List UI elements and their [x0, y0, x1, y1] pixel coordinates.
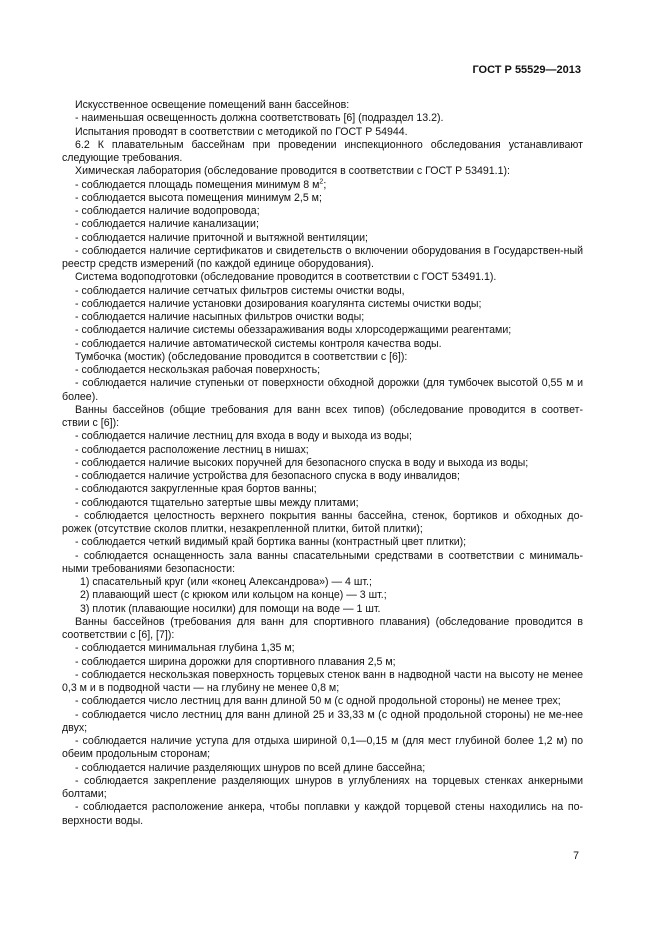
clause-6-2: 6.2 К плавательным бассейнам при проведении инспекционного обследования устанавливают следующие требования.: [62, 138, 583, 164]
list-item: - соблюдается наличие устройства для безопасного спуска в воду инвалидов;: [75, 470, 460, 482]
superscript: 2: [319, 177, 324, 185]
list-item: - соблюдается число лестниц для ванн длиной 25 и 33,33 м (с одной продольной стороны) не ме-нее двух;: [62, 708, 583, 734]
list-item: - соблюдается наличие сетчатых фильтров системы очистки воды,: [75, 284, 405, 297]
list-item: - соблюдается расположение лестниц в нишах;: [75, 443, 309, 456]
list-item-text: - соблюдается площадь помещения минимум 8 м: [75, 178, 320, 191]
document-id-header: ГОСТ Р 55529—2013: [472, 64, 581, 76]
list-item: - соблюдаются закругленные края бортов ванны;: [75, 483, 317, 496]
list-item: - соблюдается наличие автоматической системы контроля качества воды.: [75, 337, 442, 350]
numbered-item: 1) спасательный круг (или «конец Александрова») — 4 шт.;: [80, 576, 372, 588]
list-item: - соблюдается наличие канализации;: [75, 218, 259, 231]
list-item: - соблюдается минимальная глубина 1,35 м;: [75, 642, 295, 655]
paragraph: Искусственное освещение помещений ванн бассейнов:: [75, 99, 350, 111]
list-item: - соблюдается высота помещения минимум 2,5 м;: [75, 191, 322, 204]
paragraph: Испытания проводят в соответствии с методикой по ГОСТ Р 54944.: [75, 125, 408, 138]
section-heading: Система водоподготовки (обследование проводится в соответствии с ГОСТ 53491.1).: [75, 271, 497, 284]
list-item: - соблюдается наличие приточной и вытяжной вентиляции;: [75, 231, 368, 244]
list-item: - соблюдается наличие водопровода;: [75, 205, 260, 217]
list-item: - соблюдается наличие системы обеззараживания воды хлорсодержащими реагентами;: [75, 324, 512, 337]
list-item: - соблюдается нескользкая рабочая поверхность;: [75, 364, 321, 376]
list-item: - соблюдается наличие высоких поручней для безопасного спуска в воду и выхода из воды;: [75, 456, 529, 469]
list-item: [62, 179, 583, 192]
list-item: - соблюдается целостность верхнего покрытия ванны бассейна, стенок, бортиков и обходных до-рожек (отсутствие сколов плитки, незакрепленной плитки, битой плитки);: [62, 509, 583, 535]
list-item: - соблюдается закрепление разделяющих шнуров в углублениях на торцевых стенках анкерными болтами;: [62, 774, 583, 800]
list-item: - соблюдается оснащенность зала ванны спасательными средствами в соответствии с минималь-ными требованиями безопасности:: [62, 549, 583, 575]
numbered-item: 2) плавающий шест (с крюком или кольцом на конце) — 3 шт.;: [80, 589, 387, 602]
list-item: - соблюдается ширина дорожки для спортивного плавания 2,5 м;: [75, 655, 396, 668]
section-heading: Ванны бассейнов (требования для ванн для спортивного плавания) (обследование проводится в соответствии с [6], [7]):: [62, 615, 583, 641]
list-item: - соблюдается расположение анкера, чтобы поплавки у каждой торцевой стены находились на по-верхности воды.: [62, 801, 583, 827]
list-item: - соблюдается наличие насыпных фильтров очистки воды;: [75, 311, 365, 323]
section-heading: Химическая лаборатория (обследование проводится в соответствии с ГОСТ Р 53491.1):: [75, 165, 510, 178]
list-item: - соблюдается наличие сертификатов и свидетельств о включении оборудования в Государствен-ный реестр средств измерений (по каждой единице оборудования).: [62, 244, 583, 270]
section-heading: Ванны бассейнов (общие требования для ванн всех типов) (обследование проводится в соответ-ствии с [6]):: [62, 403, 583, 429]
list-item: - соблюдается четкий видимый край бортика ванны (контрастный цвет плитки);: [75, 536, 467, 549]
list-item: - соблюдается наличие установки дозирования коагулянта системы очистки воды;: [75, 297, 482, 310]
numbered-item: 3) плотик (плавающие носилки) для помощи на воде — 1 шт.: [80, 602, 381, 615]
list-item: - соблюдаются тщательно затертые швы между плитами;: [75, 496, 359, 509]
document-body: [62, 99, 583, 828]
page-number: 7: [573, 850, 579, 862]
list-item-end: ;: [323, 178, 327, 191]
section-heading: Тумбочка (мостик) (обследование проводится в соответствии с [6]):: [75, 350, 408, 363]
list-item: - соблюдается число лестниц для ванн длиной 50 м (с одной продольной стороны) не менее трех;: [75, 695, 561, 708]
list-item: - наименьшая освещенность должна соответствовать [6] (подраздел 13.2).: [75, 112, 444, 125]
list-item: - соблюдается наличие разделяющих шнуров по всей длине бассейна;: [75, 761, 426, 774]
list-item: - соблюдается наличие ступеньки от поверхности обходной дорожки (для тумбочек высотой 0,55 м и более).: [62, 377, 583, 403]
list-item: - соблюдается наличие лестниц для входа в воду и выхода из воды;: [75, 430, 412, 443]
list-item: - соблюдается наличие уступа для отдыха шириной 0,1—0,15 м (для мест глубиной более 1,2 м) по обеим продольным сторонам;: [62, 735, 583, 761]
list-item: - соблюдается нескользкая поверхность торцевых стенок ванн в надводной части на высоту не менее 0,3 м и в подводной части — на глубину не менее 0,8 м;: [62, 668, 583, 694]
